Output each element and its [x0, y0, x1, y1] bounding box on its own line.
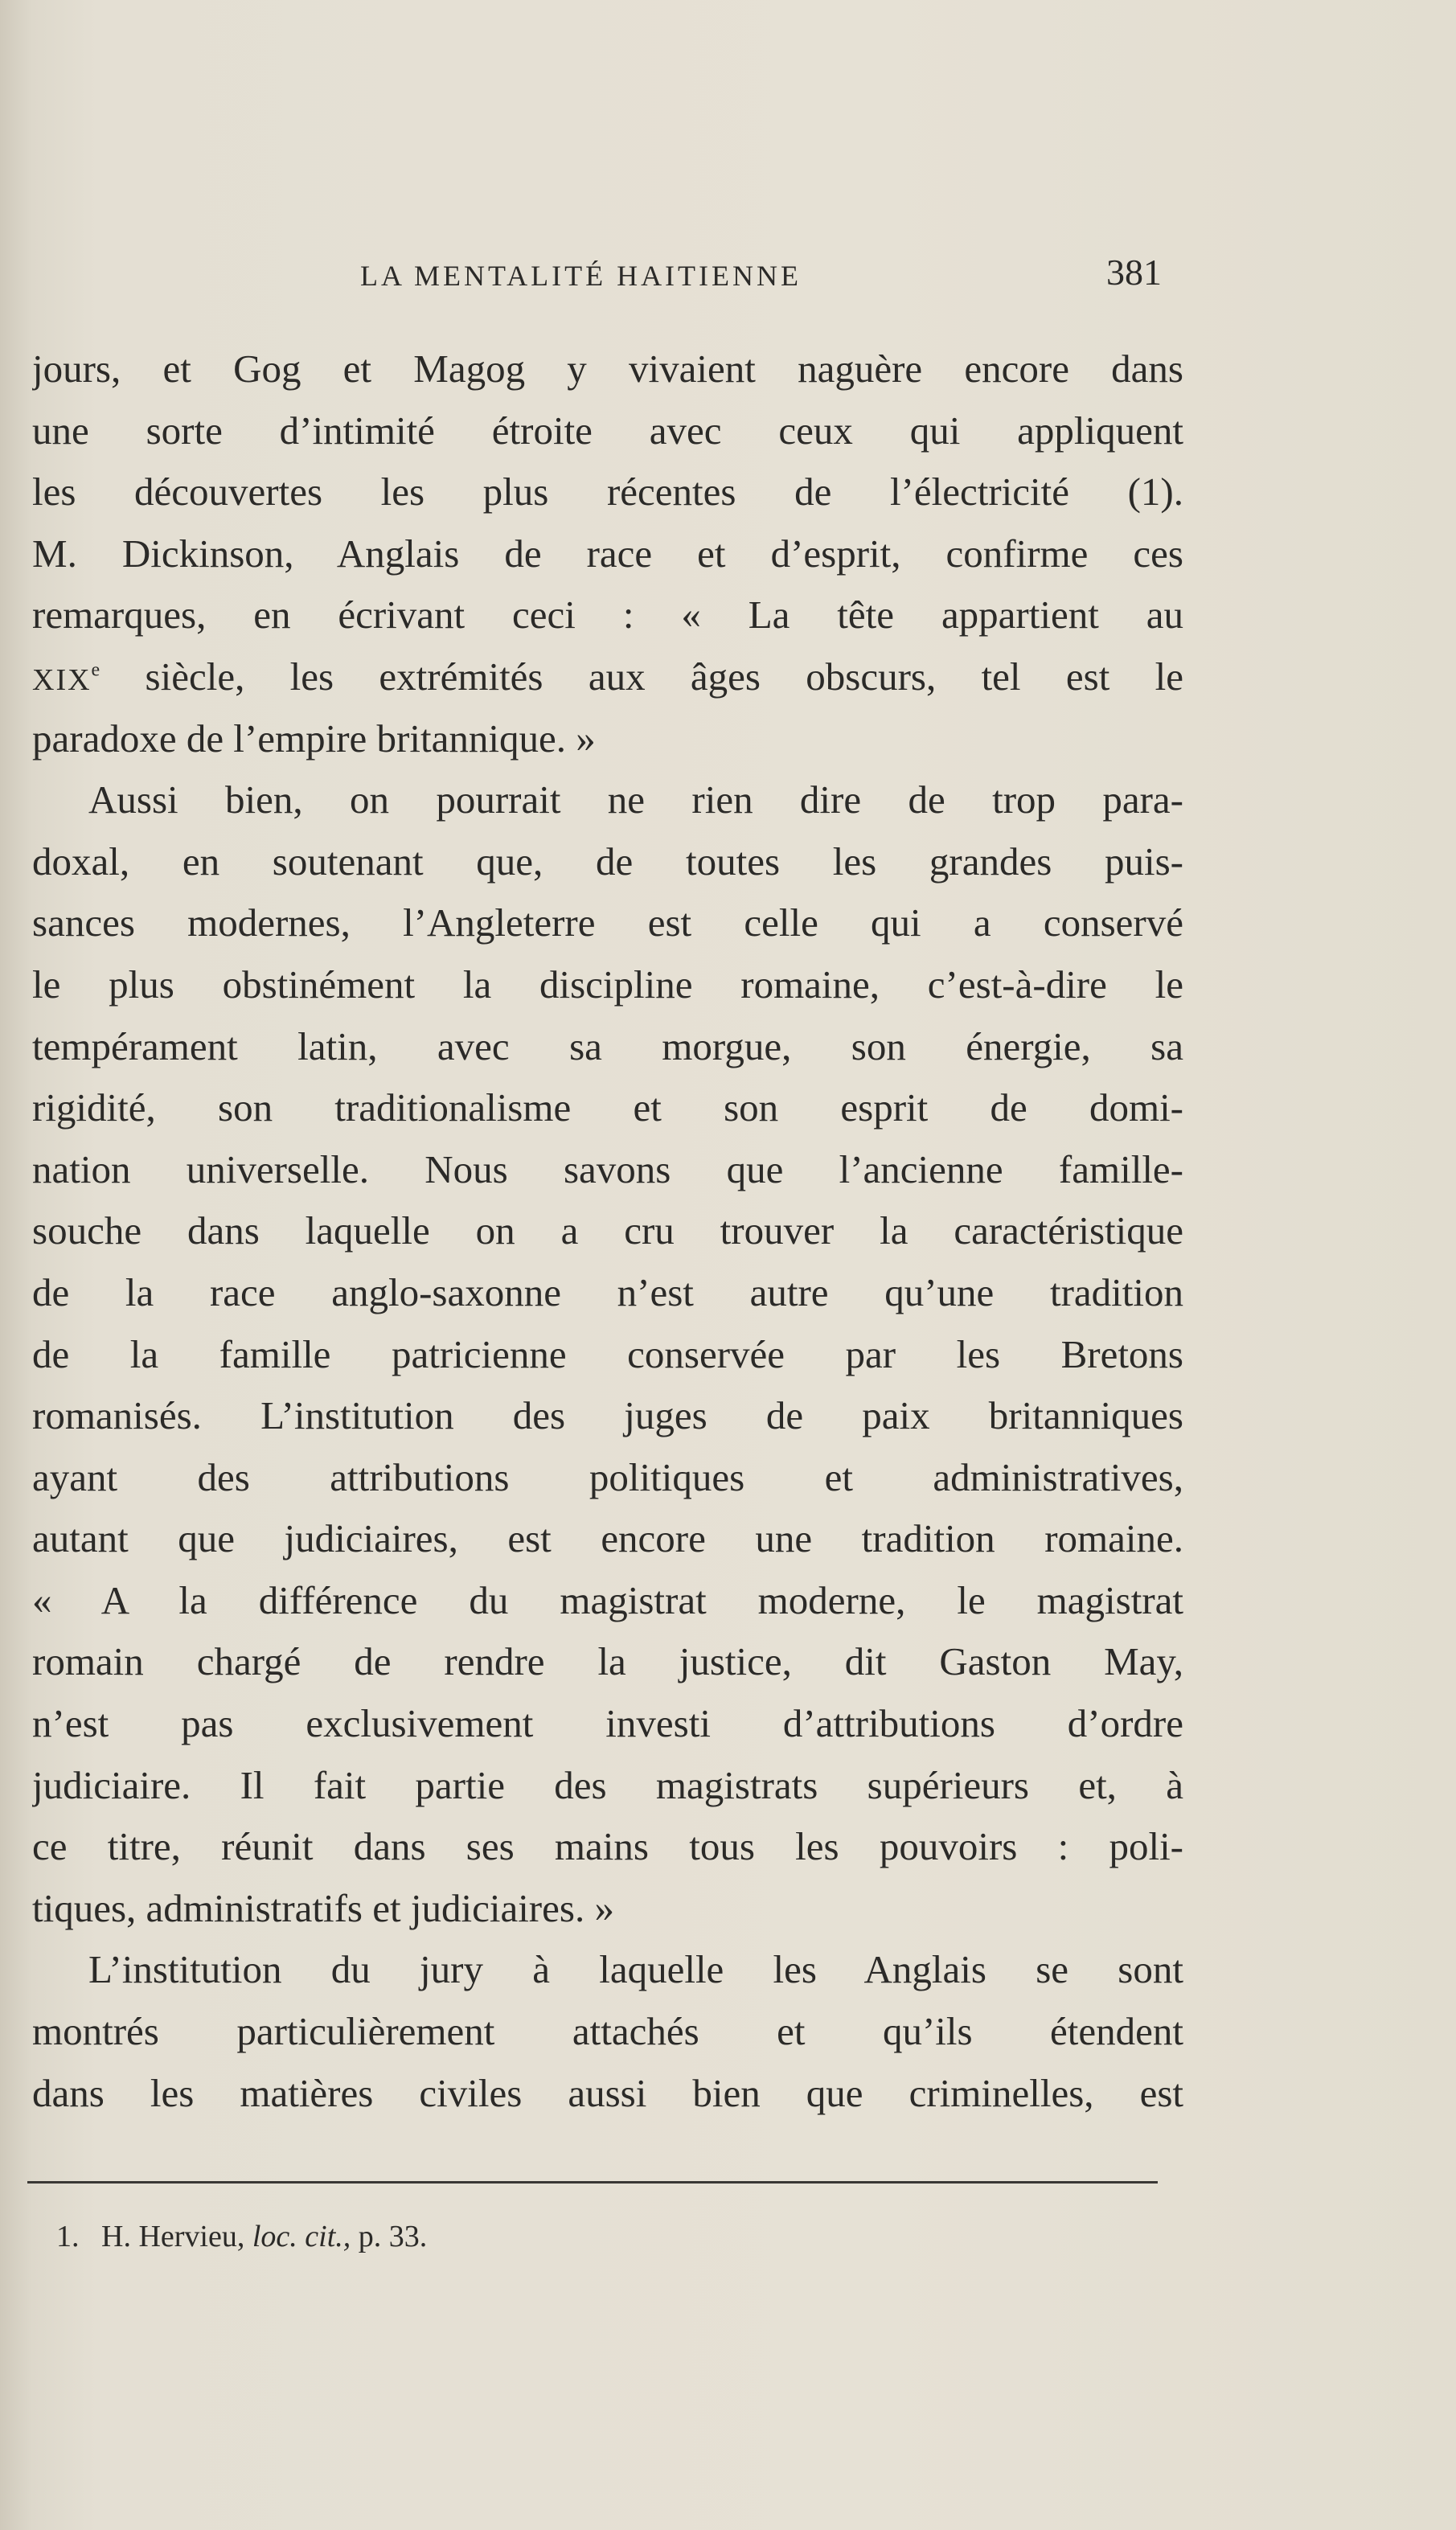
- text-line: une sorte d’intimité étroite avec ceux qui appliquent: [32, 408, 1183, 453]
- text-line: paradoxe de l’empire britannique. »: [32, 716, 596, 761]
- text-line: « A la différence du magistrat moderne, le magistrat: [32, 1577, 1183, 1622]
- text-line-century: [32, 646, 1183, 708]
- text-line: siècle, les extrémités aux âges obscurs, tel est le: [145, 654, 1183, 699]
- text-line: dans les matières civiles aussi bien que criminelles, est: [32, 2070, 1183, 2115]
- footnote-divider: [27, 2181, 1158, 2184]
- text-line: nation universelle. Nous savons que l’ancienne famille-: [32, 1146, 1183, 1191]
- footnote-page: p. 33.: [358, 2220, 428, 2253]
- page-number: 381: [1106, 252, 1162, 293]
- text-line: ce titre, réunit dans ses mains tous les pouvoirs : poli-: [32, 1824, 1183, 1869]
- text-line: de la race anglo-saxonne n’est autre qu’une tradition: [32, 1269, 1183, 1314]
- text-line: de la famille patricienne conservée par les Bretons: [32, 1331, 1183, 1376]
- text-line: jours, et Gog et Magog y vivaient naguère encore dans: [32, 346, 1183, 391]
- text-line: montrés particulièrement attachés et qu’ils étendent: [32, 2009, 1183, 2054]
- text-line: sances modernes, l’Angleterre est celle qui a conservé: [32, 900, 1183, 945]
- body-text: [32, 338, 1183, 2124]
- text-line: Aussi bien, on pourrait ne rien dire de trop para-: [88, 777, 1183, 822]
- page-header: [0, 252, 1456, 296]
- footnote-reference: loc. cit.,: [252, 2220, 351, 2253]
- running-title: LA MENTALITÉ HAITIENNE: [360, 260, 802, 292]
- text-line: tiques, administratifs et judiciaires. »: [32, 1885, 614, 1930]
- text-line: souche dans laquelle on a cru trouver la caractéristique: [32, 1208, 1183, 1253]
- text-line: les découvertes les plus récentes de l’électricité (1).: [32, 470, 1183, 515]
- text-line: judiciaire. Il fait partie des magistrats supérieurs et, à: [32, 1762, 1183, 1807]
- text-line: tempérament latin, avec sa morgue, son énergie, sa: [32, 1023, 1183, 1068]
- footnote-number: 1.: [56, 2220, 80, 2253]
- text-line: remarques, en écrivant ceci : « La tête appartient au: [32, 593, 1183, 638]
- text-line: L’institution du jury à laquelle les Anglais se sont: [88, 1947, 1183, 1992]
- text-line: ayant des attributions politiques et administratives,: [32, 1454, 1183, 1499]
- footnote: [56, 2219, 427, 2254]
- text-line: rigidité, son traditionalisme et son esprit de domi-: [32, 1085, 1183, 1130]
- footnote-author: H. Hervieu,: [101, 2220, 245, 2253]
- text-line: doxal, en soutenant que, de toutes les grandes puis-: [32, 839, 1183, 884]
- text-line: romanisés. L’institution des juges de paix britanniques: [32, 1393, 1183, 1438]
- text-line: le plus obstinément la discipline romaine, c’est-à-dire le: [32, 962, 1183, 1007]
- century-suffix: e: [91, 659, 100, 681]
- text-line: romain chargé de rendre la justice, dit Gaston May,: [32, 1639, 1183, 1684]
- text-line: M. Dickinson, Anglais de race et d’esprit, confirme ces: [32, 531, 1183, 576]
- text-line: autant que judiciaires, est encore une tradition romaine.: [32, 1516, 1183, 1561]
- century-numeral: XIX: [32, 662, 92, 697]
- text-line: n’est pas exclusivement investi d’attributions d’ordre: [32, 1701, 1183, 1746]
